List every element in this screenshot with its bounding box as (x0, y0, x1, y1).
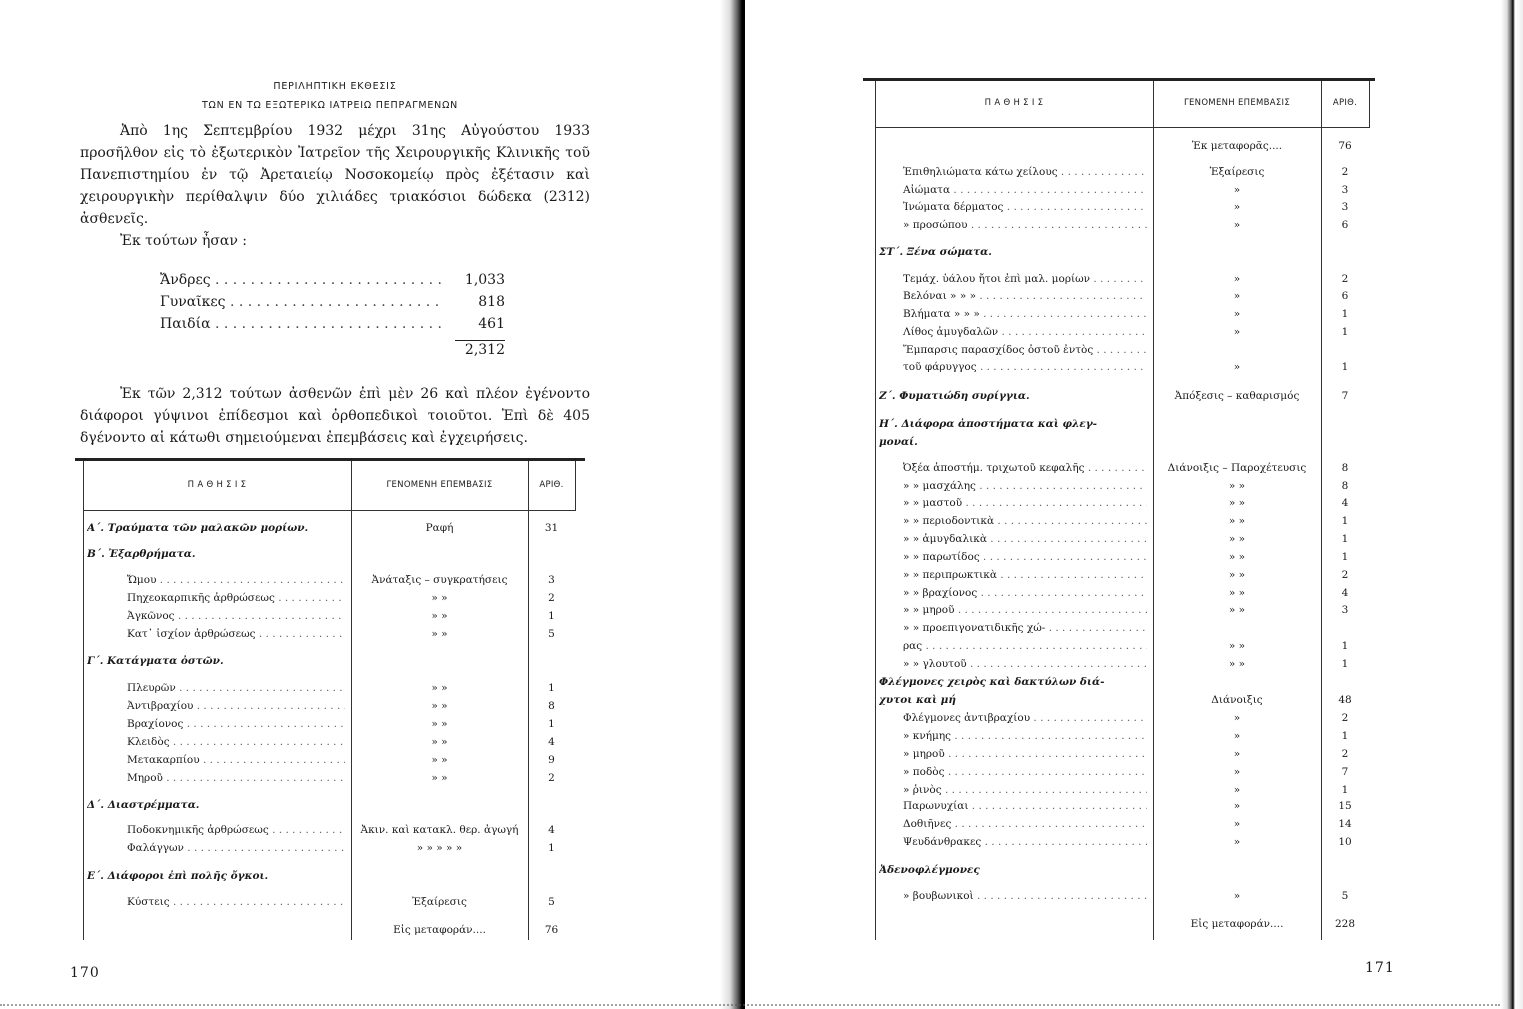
population-row-men (160, 272, 505, 288)
row-count: 4 (1341, 587, 1349, 599)
row-treatment: Ραφή (425, 522, 454, 534)
population-row-children (160, 316, 505, 332)
row-treatment: » » (431, 718, 448, 730)
table-row (87, 655, 575, 673)
row-treatment: » » (431, 610, 448, 622)
population-label: Γυναῖκες . . . (160, 294, 445, 310)
table-row (879, 219, 1369, 237)
table-row (87, 628, 575, 646)
row-diagnosis: Ἀγκῶνος . . . (87, 610, 345, 622)
row-treatment: » (1233, 201, 1241, 213)
population-total: 2,312 (455, 340, 505, 358)
right-page (745, 0, 1523, 1009)
row-count: 1 (1341, 515, 1349, 527)
row-treatment: » » (1228, 533, 1246, 545)
row-count: 4 (548, 736, 555, 748)
row-count: 1 (1341, 361, 1349, 373)
row-treatment: Ἀνάταξις – συγκρατήσεις (371, 574, 508, 586)
table-row (879, 344, 1369, 362)
table-row (87, 842, 575, 860)
row-count: 48 (1338, 694, 1352, 706)
row-count: 1 (548, 610, 555, 622)
row-treatment: » » (1228, 640, 1246, 652)
row-diagnosis: Α΄. Τραύματα τῶν μαλακῶν μορίων. (87, 522, 309, 534)
row-count: 6 (1341, 290, 1349, 302)
row-diagnosis: Γ΄. Κατάγματα ὀστῶν. (87, 655, 224, 667)
row-diagnosis: Αἰώματα . . . (879, 184, 1147, 196)
row-diagnosis: » » περιοδοντικὰ . . . (879, 515, 1147, 527)
row-treatment: » » (431, 700, 448, 712)
row-treatment: » » (1228, 658, 1246, 670)
row-diagnosis: » βουβωνικοὶ . . . (879, 890, 1147, 902)
table-row (879, 836, 1369, 854)
table-row (879, 290, 1369, 308)
row-count: 3 (1341, 184, 1349, 196)
population-value: 818 (478, 294, 505, 310)
table-row (87, 610, 575, 628)
table-row (879, 748, 1369, 766)
row-diagnosis: Ζ΄. Φυματιώδη συρίγγια. (879, 390, 1030, 402)
row-diagnosis: Ὤμου . . . (87, 574, 345, 586)
row-count: 2 (1341, 712, 1349, 724)
row-treatment: » (1233, 712, 1241, 724)
col-header-pathisis: Π Α Θ Η Σ Ι Σ (187, 480, 247, 490)
row-diagnosis: » » παρωτίδος . . . (879, 551, 1147, 563)
ek-touton-label: Ἐκ τούτων ἦσαν : (120, 233, 248, 249)
row-diagnosis: » » μαστοῦ . . . (879, 497, 1147, 509)
row-treatment: Ἀπόξεσις – καθαρισμός (1174, 390, 1300, 402)
row-treatment: Εἰς μεταφοράν.... (1190, 918, 1284, 930)
row-diagnosis: Κατ᾿ ἰσχίον ἀρθρώσεως . . . (87, 628, 345, 640)
row-treatment: Ἀκιν. καὶ κατακλ. θερ. ἀγωγή (360, 824, 519, 836)
table-row (87, 924, 575, 942)
table-row (879, 818, 1369, 836)
row-diagnosis: Ἀντιβραχίου . . . (87, 700, 345, 712)
col-header-epemvasis: ΓΕΝΟΜΕΝΗ ΕΠΕΜΒΑΣΙΣ (386, 480, 493, 490)
row-count: 1 (1341, 551, 1349, 563)
row-count: 2 (1341, 748, 1349, 760)
row-diagnosis: Ποδοκνημικῆς ἀρθρώσεως . . . (87, 824, 345, 836)
row-count: 76 (1338, 140, 1352, 152)
row-treatment: » (1233, 836, 1241, 848)
running-header-line1: ΠΕΡΙΛΗΠΤΙΚΗ ΕΚΘΕΣΙΣ (273, 81, 397, 92)
row-diagnosis: Ψευδάνθρακες . . . (879, 836, 1147, 848)
table-row (879, 766, 1369, 784)
table-row (879, 308, 1369, 326)
row-diagnosis: Ἔμπαρσις παρασχίδος ὀστοῦ ἐντὸς . . . (879, 344, 1147, 356)
row-treatment: » » (1228, 551, 1246, 563)
row-treatment: » » (1228, 480, 1246, 492)
left-page (0, 0, 745, 1009)
row-diagnosis: Δ΄. Διαστρέμματα. (87, 799, 200, 811)
table-row (87, 754, 575, 772)
col-header-epemvasis: ΓΕΝΟΜΕΝΗ ΕΠΕΜΒΑΣΙΣ (1183, 98, 1291, 108)
row-treatment: » (1233, 800, 1241, 812)
row-diagnosis: μοναί. (879, 436, 918, 448)
row-treatment: Εἰς μεταφοράν.... (393, 924, 486, 936)
table-row (87, 592, 575, 610)
page-number: 171 (1365, 960, 1395, 976)
row-count: 5 (548, 628, 555, 640)
table-row (879, 246, 1369, 264)
row-count: 5 (1341, 890, 1349, 902)
row-diagnosis: » » ἀμυγδαλικὰ . . . (879, 533, 1147, 545)
left-procedures-table (75, 458, 585, 940)
row-treatment: » (1233, 273, 1241, 285)
table-row (879, 418, 1369, 436)
population-value: 461 (478, 316, 505, 332)
row-treatment: » (1233, 219, 1241, 231)
row-count: 2 (548, 772, 555, 784)
table-row (879, 551, 1369, 569)
row-treatment: » (1233, 326, 1241, 338)
row-count: 1 (1341, 326, 1349, 338)
table-row (879, 569, 1369, 587)
row-diagnosis: Παρωνυχίαι . . . (879, 800, 1147, 812)
row-count: 4 (548, 824, 555, 836)
row-treatment: » (1233, 730, 1241, 742)
table-row (879, 497, 1369, 515)
table-row (879, 800, 1369, 818)
row-count: 76 (544, 924, 559, 936)
row-diagnosis: Λίθος ἀμυγδαλῶν . . . (879, 326, 1147, 338)
table-row (879, 390, 1369, 408)
row-diagnosis: Ὀξέα ἀποστήμ. τριχωτοῦ κεφαλῆς . . . (879, 462, 1147, 474)
table-row (87, 799, 575, 817)
row-count: 2 (1341, 569, 1349, 581)
row-count: 1 (548, 718, 555, 730)
intro-paragraph: Ἀπὸ 1ης Σεπτεμβρίου 1932 μέχρι 31ης Αὐγούστου 1933 προσῆλθον εἰς τὸ ἐξωτερικὸν Ἰατρεῖον τῆς Χειρουργικῆς Κλινικῆς τοῦ Πανεπιστημίου ἐν τῷ Ἀρεταιείῳ Νοσοκομείῳ πρὸς ἐξέτασιν καὶ χειρουργικὴν περίθαλψιν δύο χιλιάδες τριακόσιοι δώδεκα (2312) ἀσθενεῖς. (80, 123, 590, 227)
row-diagnosis: » ποδὸς . . . (879, 766, 1147, 778)
page-number: 170 (70, 965, 100, 981)
row-count: 228 (1334, 918, 1356, 930)
row-treatment: » (1233, 784, 1241, 796)
col-header-pathisis: Π Α Θ Η Σ Ι Σ (984, 98, 1044, 108)
page-edge (1501, 0, 1523, 1009)
table-row (879, 184, 1369, 202)
row-diagnosis: τοῦ φάρυγγος . . . (879, 361, 1147, 373)
row-count: 3 (1341, 201, 1349, 213)
table-row (87, 896, 575, 914)
table-row (879, 140, 1369, 158)
row-count: 1 (1341, 640, 1349, 652)
row-diagnosis: Βελόναι » » » . . . (879, 290, 1147, 302)
row-treatment: » (1233, 361, 1241, 373)
table-row (879, 515, 1369, 533)
row-count: 1 (1341, 784, 1349, 796)
row-count: 1 (1341, 308, 1349, 320)
table-row (879, 712, 1369, 730)
row-treatment: » (1233, 308, 1241, 320)
row-diagnosis: Μετακαρπίου . . . (87, 754, 345, 766)
row-diagnosis: Ἰνώματα δέρματος . . . (879, 201, 1147, 213)
row-diagnosis: Φλέγμονες χειρὸς καὶ δακτύλων διά- (879, 676, 1105, 688)
row-diagnosis: Η΄. Διάφορα ἀποστήματα καὶ φλεγ- (879, 418, 1098, 430)
row-count: 10 (1338, 836, 1352, 848)
row-count: 1 (1341, 533, 1349, 545)
row-treatment: » (1233, 184, 1241, 196)
row-treatment: Διάνοιξις – Παροχέτευσις (1167, 462, 1307, 474)
row-treatment: Ἐξαίρεσις (1209, 166, 1265, 178)
row-treatment: » » (431, 736, 448, 748)
row-count: 8 (1341, 462, 1349, 474)
row-diagnosis: ΣΤ΄. Ξένα σώματα. (879, 246, 992, 258)
table-row (879, 730, 1369, 748)
table-row (87, 548, 575, 566)
row-diagnosis: Κλειδὸς . . . (87, 736, 345, 748)
table-row (87, 718, 575, 736)
row-count: 31 (544, 522, 559, 534)
table-row (87, 522, 575, 540)
table-row (87, 700, 575, 718)
row-diagnosis: Ε΄. Διάφοροι ἐπὶ πολῆς ὄγκοι. (87, 870, 269, 882)
right-procedures-table (863, 78, 1375, 940)
row-count: 7 (1341, 766, 1349, 778)
table-row (87, 574, 575, 592)
row-treatment: » (1233, 290, 1241, 302)
table-row (87, 824, 575, 842)
row-count: 9 (548, 754, 555, 766)
population-label: Παιδία . . . (160, 316, 445, 332)
row-count: 2 (1341, 273, 1349, 285)
row-treatment: » (1233, 766, 1241, 778)
row-count: 4 (1341, 497, 1349, 509)
row-count: 1 (548, 842, 555, 854)
table-row (879, 326, 1369, 344)
row-count: 1 (1341, 730, 1349, 742)
row-count: 1 (1341, 658, 1349, 670)
row-treatment: » » (431, 682, 448, 694)
row-diagnosis: » » περιπρωκτικὰ . . . (879, 569, 1147, 581)
row-count: 14 (1338, 818, 1352, 830)
row-treatment: Ἐξαίρεσις (412, 896, 467, 908)
row-treatment: Ἐκ μεταφορᾶς.... (1191, 140, 1283, 152)
row-count: 5 (548, 896, 555, 908)
row-count: 3 (548, 574, 555, 586)
table-row (879, 587, 1369, 605)
row-treatment: » » (1228, 515, 1246, 527)
row-treatment: » (1233, 818, 1241, 830)
table-row (87, 682, 575, 700)
row-treatment: » » (1228, 497, 1246, 509)
table-row (879, 864, 1369, 882)
row-treatment: » » (1228, 569, 1246, 581)
table-row (87, 870, 575, 888)
row-count: 2 (1341, 166, 1349, 178)
table-row (879, 640, 1369, 658)
table-row (879, 918, 1369, 936)
table-row (879, 890, 1369, 908)
table-row (879, 361, 1369, 379)
row-treatment: » » (431, 592, 448, 604)
row-count: 15 (1338, 800, 1352, 812)
row-count: 6 (1341, 219, 1349, 231)
col-header-arith: ΑΡΙΘ. (1332, 98, 1358, 108)
row-diagnosis: Πηχεοκαρπικῆς ἀρθρώσεως . . . (87, 592, 345, 604)
second-paragraph: Ἐκ τῶν 2,312 τούτων ἀσθενῶν ἐπὶ μὲν 26 καὶ πλέον ἐγένοντο διάφοροι γύψινοι ἐπίδεσμοι καὶ ὀρθοπεδικοὶ τοιοῦτοι. Ἐπὶ δὲ 405 δγένοντο αἱ κάτωθι σημειούμεναι ἐπεμβάσεις καὶ ἐγχειρήσεις. (80, 386, 590, 446)
row-diagnosis: Ἀδενοφλέγμονες (879, 864, 980, 876)
row-diagnosis: ρας . . . (879, 640, 1147, 652)
row-diagnosis: » προσώπου . . . (879, 219, 1147, 231)
row-diagnosis: » ῥινὸς . . . (879, 784, 1147, 796)
row-diagnosis: Μηροῦ . . . (87, 772, 345, 784)
table-row (879, 658, 1369, 676)
row-diagnosis: » » μηροῦ . . . (879, 604, 1147, 616)
row-treatment: » (1233, 748, 1241, 760)
row-diagnosis: » κνήμης . . . (879, 730, 1147, 742)
row-treatment: » (1233, 890, 1241, 902)
row-diagnosis: Φαλάγγων . . . (87, 842, 345, 854)
row-diagnosis: » » προεπιγονατιδικῆς χώ- . . . (879, 622, 1147, 634)
table-row (87, 772, 575, 790)
table-row (879, 622, 1369, 640)
table-row (879, 273, 1369, 291)
row-treatment: » » (431, 754, 448, 766)
table-row (879, 436, 1369, 454)
row-treatment: » » (1228, 604, 1246, 616)
row-treatment: » » (1228, 587, 1246, 599)
running-header-line2: ΤΩΝ ΕΝ ΤΩ ΕΞΩΤΕΡΙΚΩ ΙΑΤΡΕΙΩ ΠΕΠΡΑΓΜΕΝΩΝ (201, 100, 459, 111)
population-value: 1,033 (464, 272, 505, 288)
table-row (879, 533, 1369, 551)
row-count: 3 (1341, 604, 1349, 616)
row-diagnosis: χυτοι καὶ μή (879, 694, 957, 706)
table-row (879, 480, 1369, 498)
row-diagnosis: Βλήματα » » » . . . (879, 308, 1147, 320)
row-diagnosis: Κύστεις . . . (87, 896, 345, 908)
row-count: 8 (548, 700, 555, 712)
table-row (879, 462, 1369, 480)
row-diagnosis: Τεμάχ. ὑάλου ἤτοι ἐπὶ μαλ. μορίων . . . (879, 273, 1147, 285)
row-diagnosis: » » γλουτοῦ . . . (879, 658, 1147, 670)
row-diagnosis: » μηροῦ . . . (879, 748, 1147, 760)
table-row (879, 676, 1369, 694)
row-diagnosis: Πλευρῶν . . . (87, 682, 345, 694)
row-treatment: » » (431, 628, 448, 640)
row-diagnosis: » » βραχίονος . . . (879, 587, 1147, 599)
row-diagnosis: Φλέγμονες ἀντιβραχίου . . . (879, 712, 1147, 724)
population-label: Ἄνδρες . . . (160, 272, 445, 288)
table-row (879, 201, 1369, 219)
row-treatment: » » » » » (416, 842, 463, 854)
row-count: 8 (1341, 480, 1349, 492)
population-row-women (160, 294, 505, 310)
row-treatment: Διάνοιξις (1211, 694, 1263, 706)
row-diagnosis: » » μασχάλης . . . (879, 480, 1147, 492)
col-header-arith: ΑΡΙΘ. (539, 480, 564, 490)
table-row (879, 166, 1369, 184)
row-diagnosis: Δοθιῆνες . . . (879, 818, 1147, 830)
row-count: 7 (1341, 390, 1349, 402)
scan-edge-dots (0, 1000, 1500, 1006)
row-diagnosis: Ἐπιθηλιώματα κάτω χείλους . . . (879, 166, 1147, 178)
table-row (879, 694, 1369, 712)
row-count: 2 (548, 592, 555, 604)
row-treatment: » » (431, 772, 448, 784)
table-row (87, 736, 575, 754)
row-diagnosis: Βραχίονος . . . (87, 718, 345, 730)
row-count: 1 (548, 682, 555, 694)
table-row (879, 604, 1369, 622)
row-diagnosis: Β΄. Ἐξαρθρήματα. (87, 548, 196, 560)
